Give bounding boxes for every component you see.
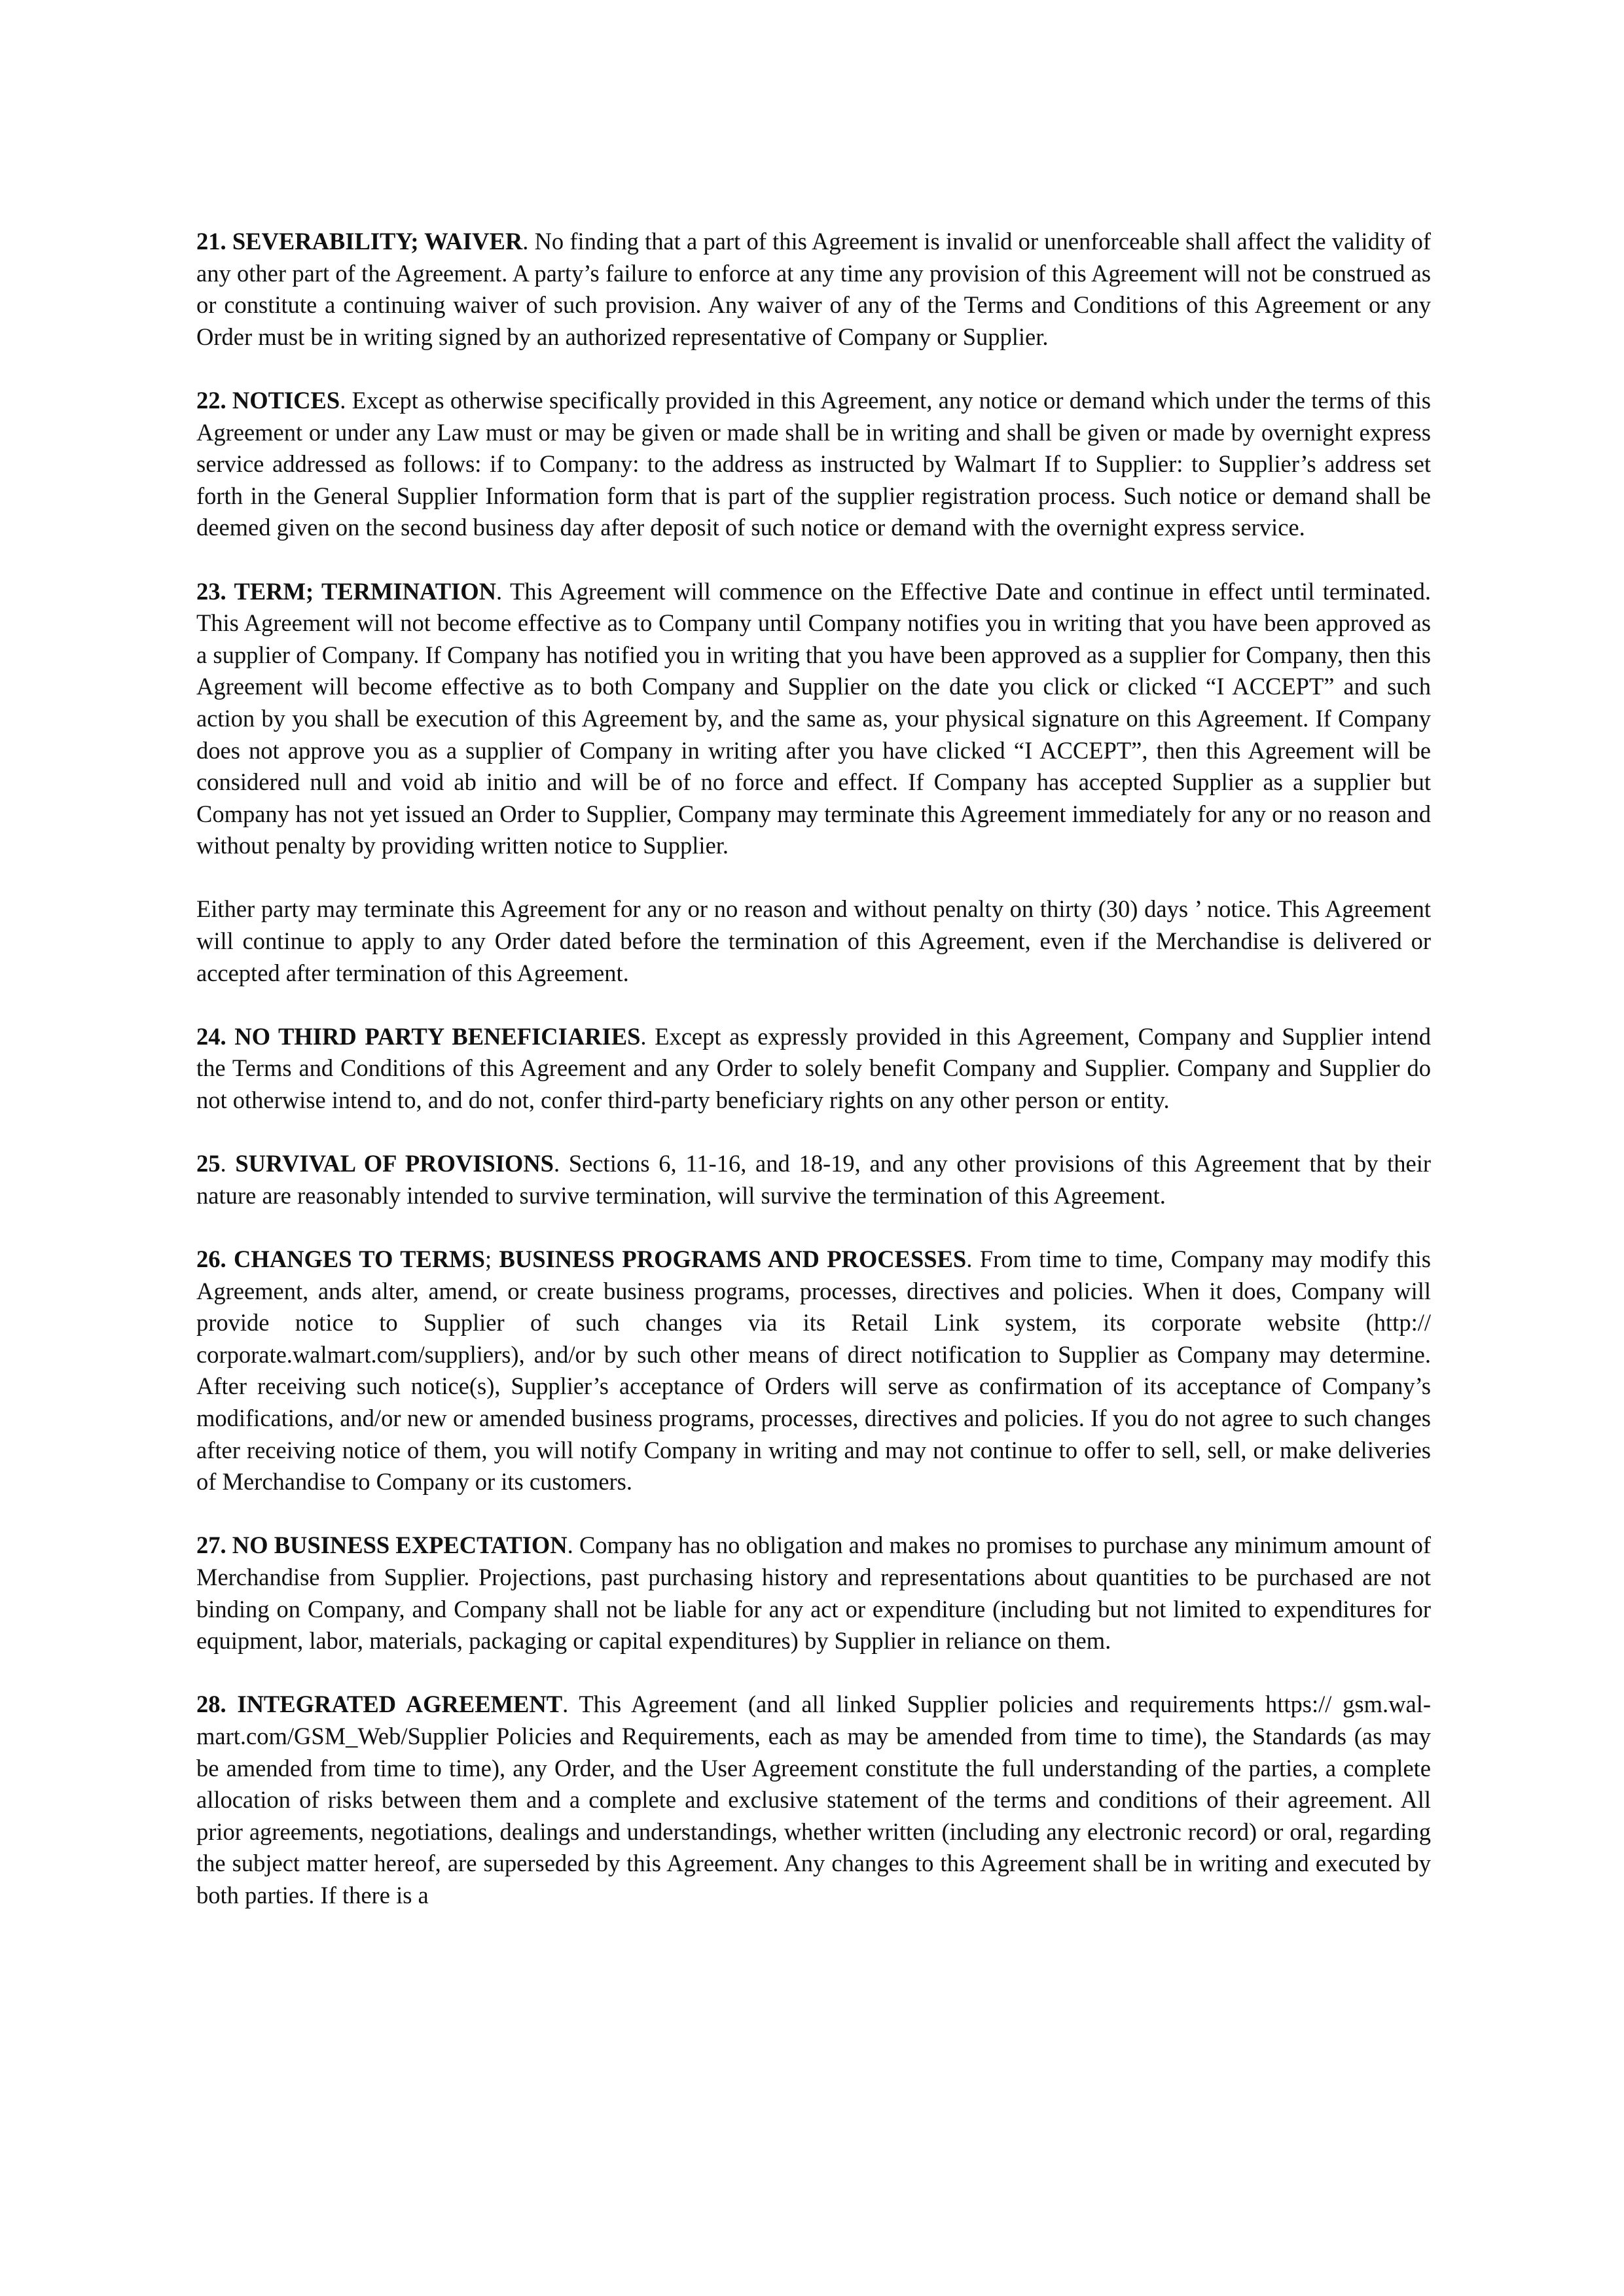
section-body: Either party may terminate this Agreement for any or no reason and without penalty on thirty (30) days ’ notice. This Agreement will continue to apply to any Order dated before the termination of this Agreement, even if the Merchandise is delivered or accepted after termination of this Agreement. (196, 895, 1431, 986)
section-body: . No finding that a part of this Agreement is invalid or unenforceable shall affect the validity of any other part of the Agreement. A party’s failure to enforce at any time any provision of this Agreement will not be construed as or constitute a continuing waiver of such provision. Any waiver of any of the Terms and Conditions of this Agreement or any Order must be in writing signed by an authorized representative of Company or Supplier. (196, 228, 1431, 350)
section-heading: 22. NOTICES (196, 386, 340, 414)
section-heading: 27. NO BUSINESS EXPECTATION (196, 1532, 568, 1559)
section-heading: 21. SEVERABILITY; WAIVER (196, 228, 523, 255)
section-body: . Sections 6, 11-16, and 18-19, and any other provisions of this Agreement that by their nature are reasonably intended to survive termination, will survive the termination of this Agreement. (196, 1150, 1432, 1209)
section-body: . Company has no obligation and makes no promises to purchase any minimum amount of Merchandise from Supplier. Projections, past purchasing history and representations about quantities to be purchased are not binding on Company, and Company shall not be liable for any act or expenditure (including but not limited to expenditures for equipment, labor, materials, packaging or capital expenditures) by Supplier in reliance on them. (196, 1532, 1431, 1655)
section-body: . Except as expressly provided in this Agreement, Company and Supplier intend the Terms and Conditions of this Agreement and any Order to solely benefit Company and Supplier. Company and Supplier do not otherwise intend to, and do not, confer third-party beneficiary rights on any other person or entity. (196, 1022, 1431, 1114)
section-22 (196, 385, 1431, 544)
section-heading-secondary: BUSINESS PROGRAMS AND PROCESSES (499, 1246, 967, 1272)
section-body: . From time to time, Company may modify this Agreement, ands alter, amend, or create business programs, processes, directives and policies. When it does, Company will provide notice to Supplier of such changes via its Retail Link system, its corporate website (http:// corporate.walmart.com/suppliers), and/or by such other means of direct notification to Supplier as Company may determine. After receiving such notice(s), Supplier’s acceptance of Orders will serve as confirmation of its acceptance of Company’s modifications, and/or new or amended business programs, processes, directives and policies. If you do not agree to such changes after receiving notice of them, you will notify Company in writing and may not continue to offer to sell, sell, or make deliveries of Merchandise to Company or its customers. (196, 1246, 1431, 1496)
section-23-continued (196, 893, 1431, 989)
section-24 (196, 1021, 1431, 1117)
section-heading: 23. TERM; TERMINATION (196, 577, 497, 605)
section-28 (196, 1689, 1431, 1911)
section-body: . This Agreement will commence on the Effective Date and continue in effect until terminated. This Agreement will not become effective as to Company until Company notifies you in writing that you have been approved as a supplier of Company. If Company has notified you in writing that you have been approved as a supplier for Company, then this Agreement will become effective as to both Company and Supplier on the date you click or clicked “I ACCEPT” and such action by you shall be execution of this Agreement by, and the same as, your physical signature on this Agreement. If Company does not approve you as a supplier of Company in writing after you have clicked “I ACCEPT”, then this Agreement will be considered null and void ab initio and will be of no force and effect. If Company has accepted Supplier as a supplier but Company has not yet issued an Order to Supplier, Company may terminate this Agreement immediately for any or no reason and without penalty by providing written notice to Supplier. (196, 577, 1431, 859)
section-heading: 26. CHANGES TO TERMS (196, 1246, 485, 1272)
section-25 (196, 1148, 1431, 1211)
section-27 (196, 1530, 1431, 1657)
section-heading: 25 (196, 1150, 221, 1177)
section-26 (196, 1244, 1431, 1498)
section-21 (196, 226, 1431, 353)
section-heading-secondary: SURVIVAL OF PROVISIONS (235, 1150, 554, 1177)
heading-separator: ; (484, 1246, 499, 1272)
section-body: . Except as otherwise specifically provided in this Agreement, any notice or demand which under the terms of this Agreement or under any Law must or may be given or made shall be in writing and shall be given or made by overnight express service addressed as follows: if to Company: to the address as instructed by Walmart If to Supplier: to Supplier’s address set forth in the General Supplier Information form that is part of the supplier registration process. Such notice or demand shall be deemed given on the second business day after deposit of such notice or demand with the overnight express service. (196, 386, 1431, 541)
section-23 (196, 576, 1431, 862)
section-heading: 28. INTEGRATED AGREEMENT (196, 1691, 563, 1718)
heading-separator: . (220, 1150, 236, 1177)
document-page (196, 226, 1431, 1943)
section-body: . This Agreement (and all linked Supplier policies and requirements https:// gsm.wal-mart.com/GSM_Web/Supplier Policies and Requirements, each as may be amended from time to time), the Standards (as may be amended from time to time), any Order, and the User Agreement constitute the full understanding of the parties, a complete allocation of risks between them and a complete and exclusive statement of the terms and conditions of their agreement. All prior agreements, negotiations, dealings and understandings, whether written (including any electronic record) or oral, regarding the subject matter hereof, are superseded by this Agreement. Any changes to this Agreement shall be in writing and executed by both parties. If there is a (196, 1691, 1431, 1909)
section-heading: 24. NO THIRD PARTY BENEFICIARIES (196, 1022, 641, 1050)
